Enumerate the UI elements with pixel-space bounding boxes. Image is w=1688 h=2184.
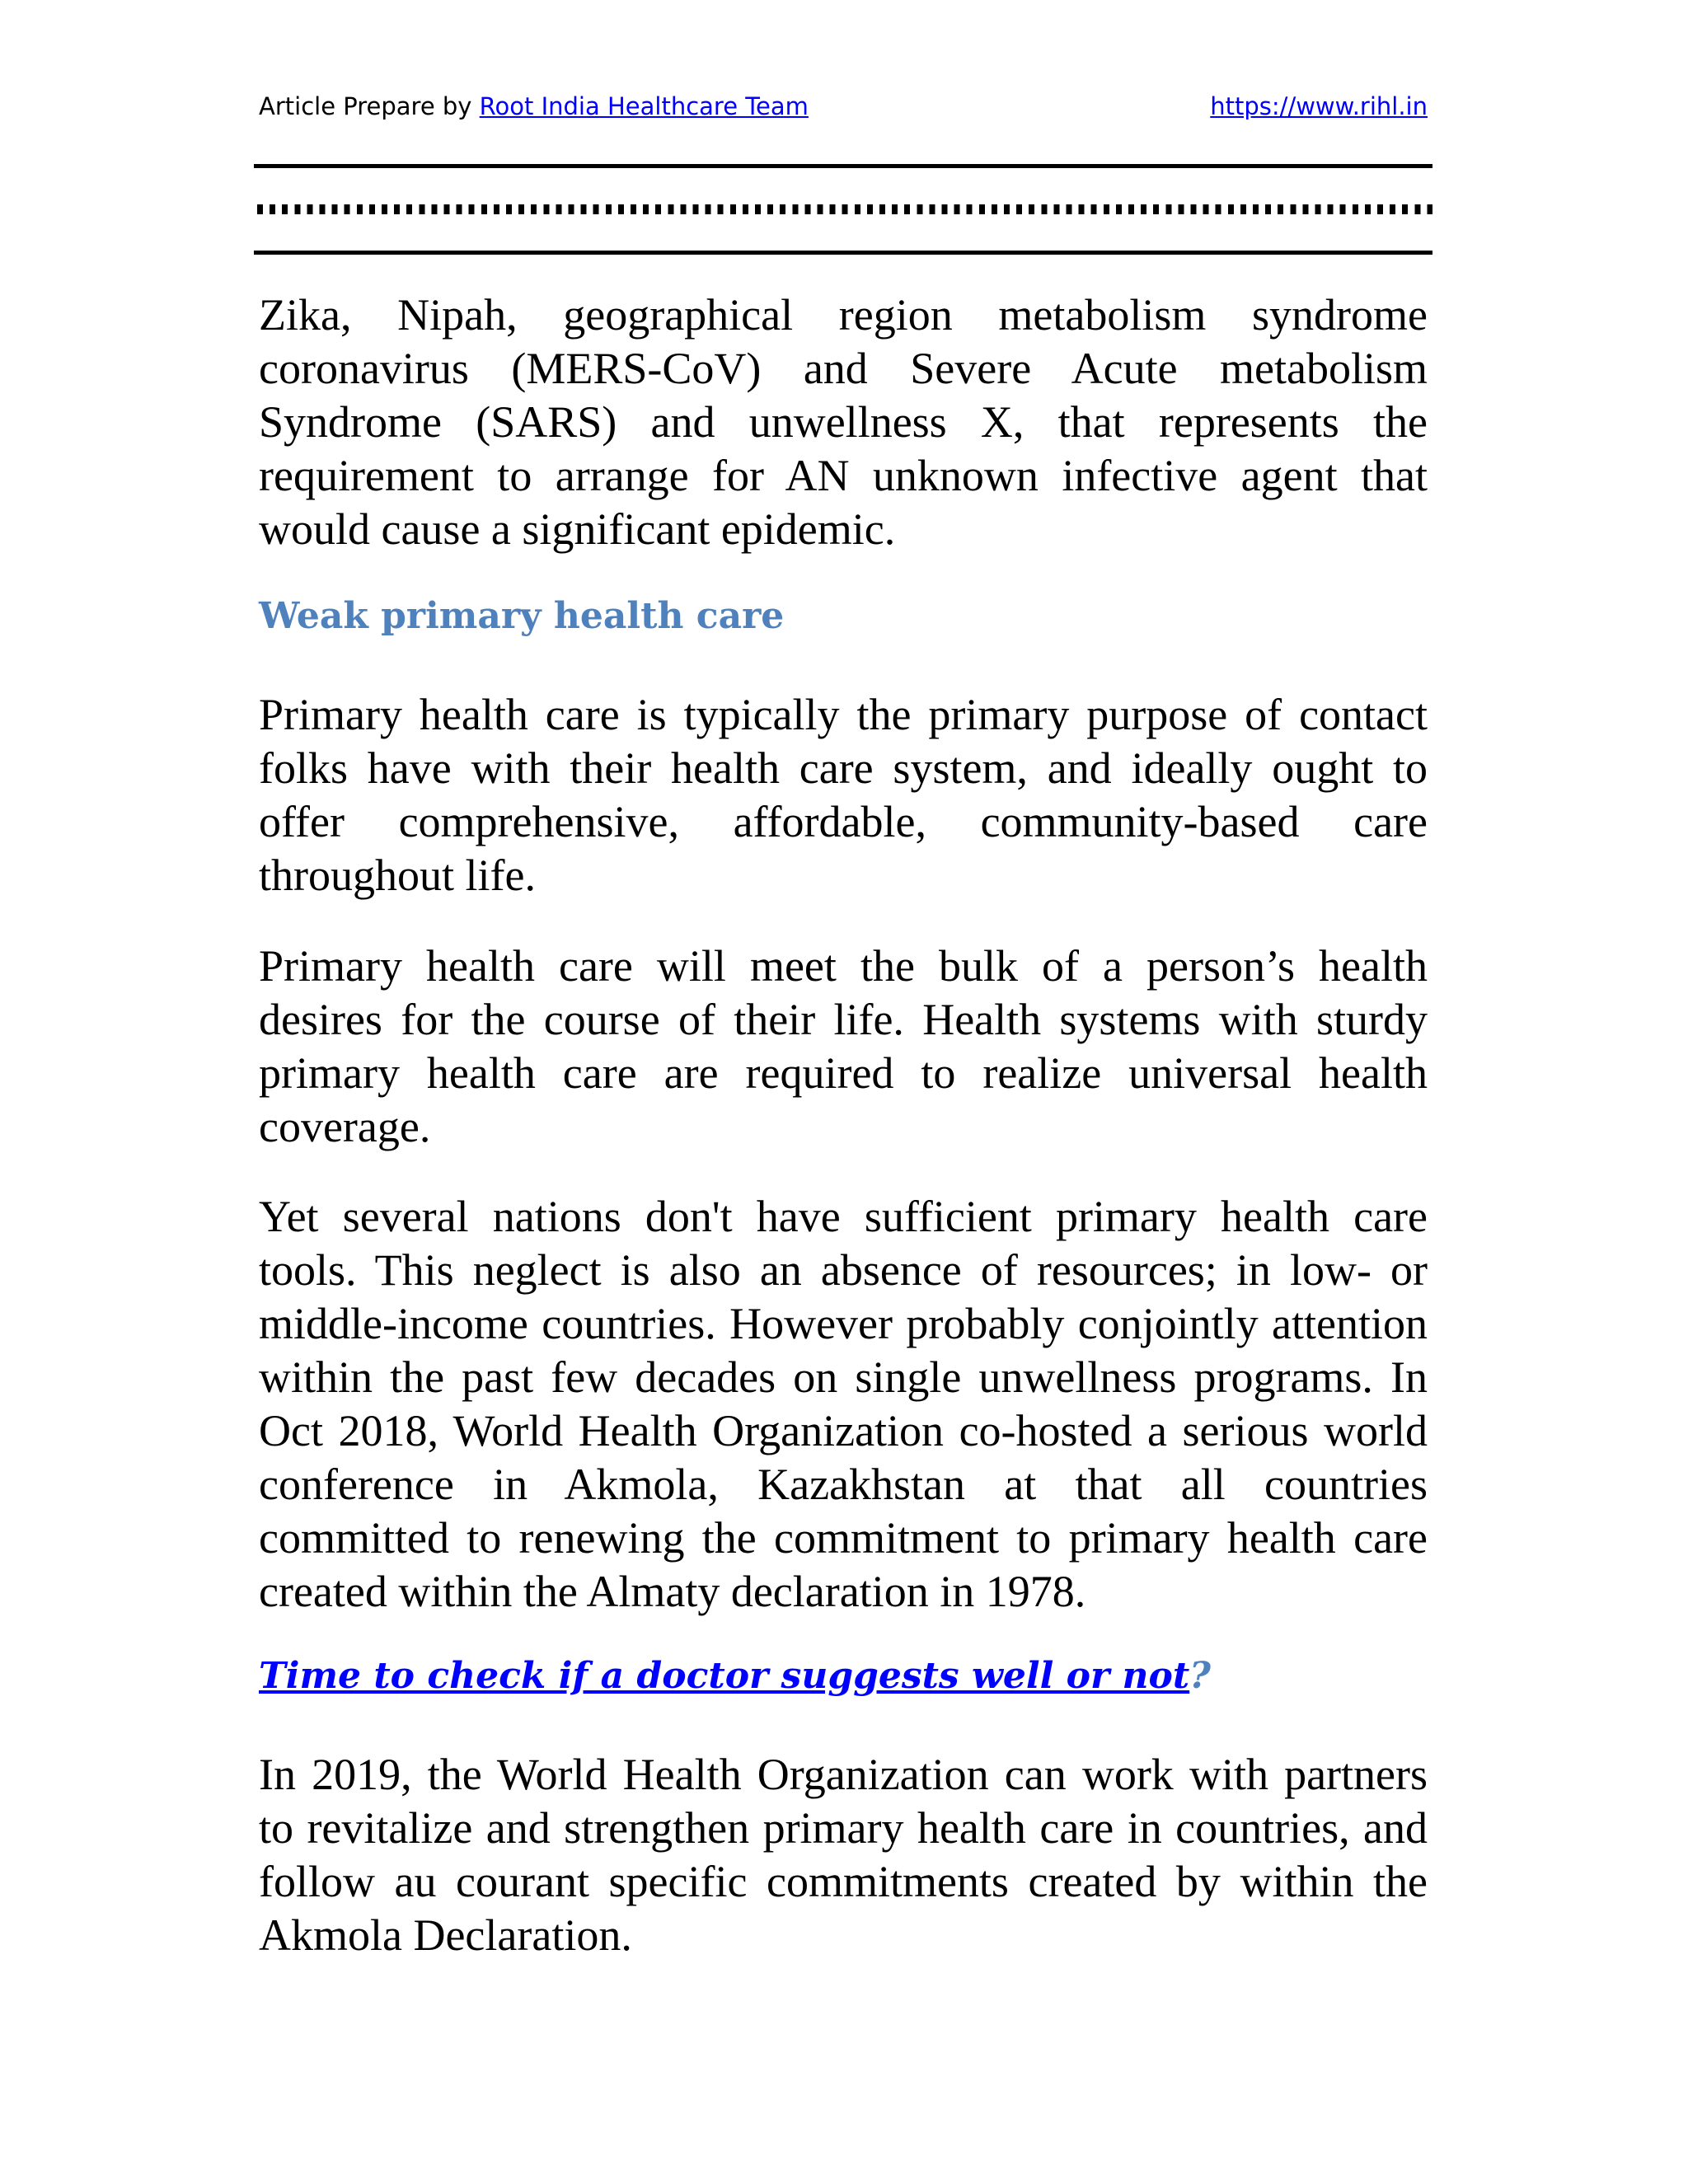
header-site bbox=[1210, 92, 1428, 120]
paragraph-3: Primary health care will meet the bulk of a person’s health desires for the course of their life. Health systems with sturdy primary health care are required to realize universal health coverage. bbox=[259, 941, 1428, 1151]
header-rule-bottom bbox=[254, 251, 1432, 255]
site-link[interactable]: https://www.rihl.in bbox=[1210, 92, 1428, 120]
heading-question-mark: ? bbox=[1189, 1655, 1211, 1697]
paragraph-4: Yet several nations don't have sufficient primary health care tools. This neglect is also an absence of resources; in low- or middle-income countries. However probably conjointly attention within the past few decades on single unwellness programs. In Oct 2018, World Health Organization co-hosted a serious world conference in Akmola, Kazakhstan at that all countries committed to renewing the commitment to primary health care created within the Almaty declaration in 1978. bbox=[259, 1192, 1428, 1616]
doctor-check-link[interactable]: Time to check if a doctor suggests well or not bbox=[259, 1655, 1190, 1697]
header-dotted-rule bbox=[257, 204, 1432, 214]
heading-weak-primary-health-care: Weak primary health care bbox=[259, 595, 785, 637]
header-prefix: Article Prepare by bbox=[259, 92, 480, 120]
paragraph-1: Zika, Nipah, geographical region metabolism syndrome coronavirus (MERS-CoV) and Severe Acute metabolism Syndrome (SARS) and unwellness X, that represents the requirement to arrange for AN unknown infective agent that would cause a significant epidemic. bbox=[259, 290, 1428, 554]
header-rule-top bbox=[254, 164, 1432, 168]
header-credit bbox=[259, 92, 809, 120]
heading-doctor-check bbox=[259, 1655, 1211, 1697]
author-link[interactable]: Root India Healthcare Team bbox=[479, 92, 809, 120]
paragraph-5: In 2019, the World Health Organization can work with partners to revitalize and strengthen primary health care in countries, and follow au courant specific commitments created by within the Akmola Declaration. bbox=[259, 1750, 1428, 1960]
paragraph-2: Primary health care is typically the primary purpose of contact folks have with their health care system, and ideally ought to offer comprehensive, affordable, community-based care throughout life. bbox=[259, 690, 1428, 900]
